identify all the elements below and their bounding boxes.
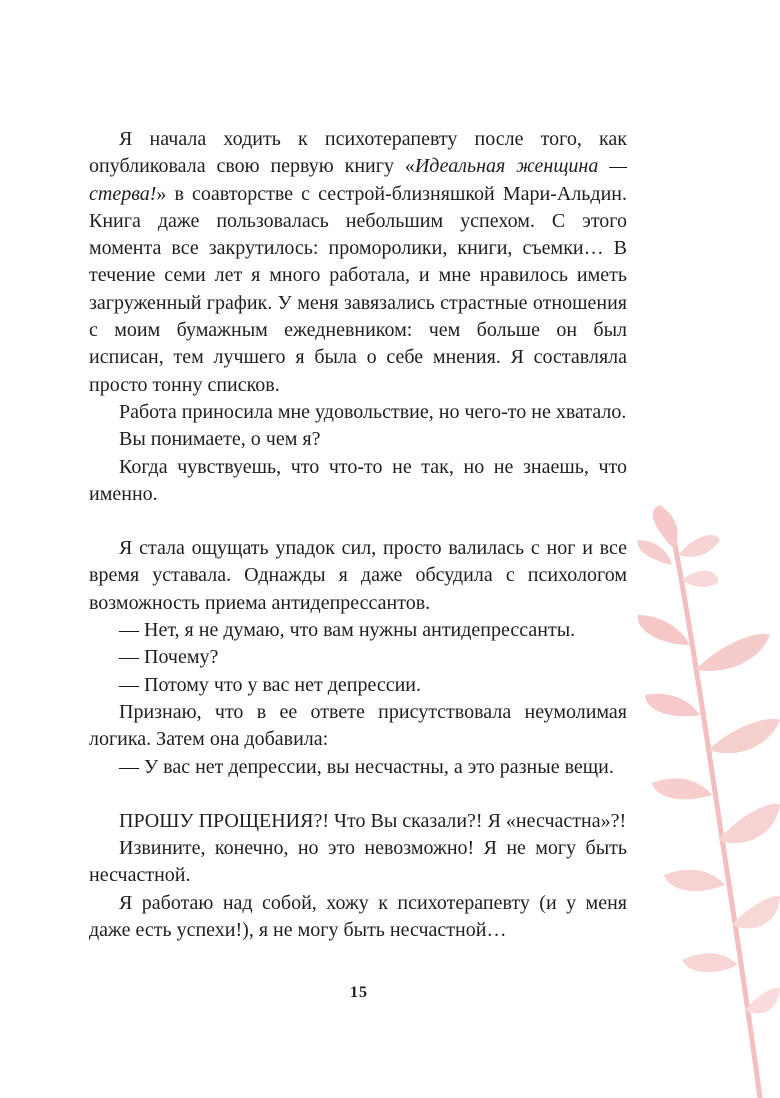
paragraph: Я работаю над собой, хожу к психотерапевту (и у меня даже есть успехи!), я не могу быть несчастной… (89, 891, 627, 942)
dialogue-line: — Почему? (119, 646, 219, 669)
body-text (89, 126, 627, 944)
dialogue-line: — Потому что у вас нет депрессии. (119, 673, 422, 696)
paragraph: Я стала ощущать упадок сил, просто валилась с ног и все время уставала. Однажды я даже обсудила с психологом возможность приема антидепрессантов. (89, 537, 627, 614)
section-gap (89, 508, 627, 535)
page-number: 15 (350, 984, 368, 1001)
paragraph: Работа приносила мне удовольствие, но чего-то не хватало. (119, 400, 627, 423)
dialogue-line: — У вас нет депрессии, вы несчастны, а это разные вещи. (119, 755, 614, 778)
paragraph: Признаю, что в ее ответе присутствовала неумолимая логика. Затем она добавила: (89, 700, 627, 751)
paragraph: Вы понимаете, о чем я? (119, 428, 321, 451)
watercolor-leaf-branch-icon (620, 505, 780, 1098)
paragraph: Извините, конечно, но это невозможно! Я не могу быть несчастной. (89, 837, 627, 887)
paragraph: ПРОШУ ПРОЩЕНИЯ?! Что Вы сказали?! Я «несчастна»?! (119, 809, 627, 832)
dialogue-line: — Нет, я не думаю, что вам нужны антидепрессанты. (119, 619, 576, 642)
book-title: Идеальная женщина — стерва! (89, 155, 627, 205)
section-gap (89, 781, 627, 808)
paragraph: Когда чувствуешь, что что-то не так, но не знаешь, что именно. (89, 455, 627, 505)
paragraph: Я начала ходить к психотерапевту после того, как опубликовала свою первую книгу «Идеальная женщина — стерва!» в соавторстве с сестрой-близняшкой Мари-Альдин. Книга даже пользовалась небольшим успехом. С этого момента все закрутилось: проморолики, книги, съемки… В течение семи лет я много работала, и мне нравилось иметь загруженный график. У меня завязались страстные отношения с моим бумажным ежедневником: чем больше он был исписан, тем лучшего я была о себе мнения. Я составляла просто тонну списков. (89, 128, 627, 396)
